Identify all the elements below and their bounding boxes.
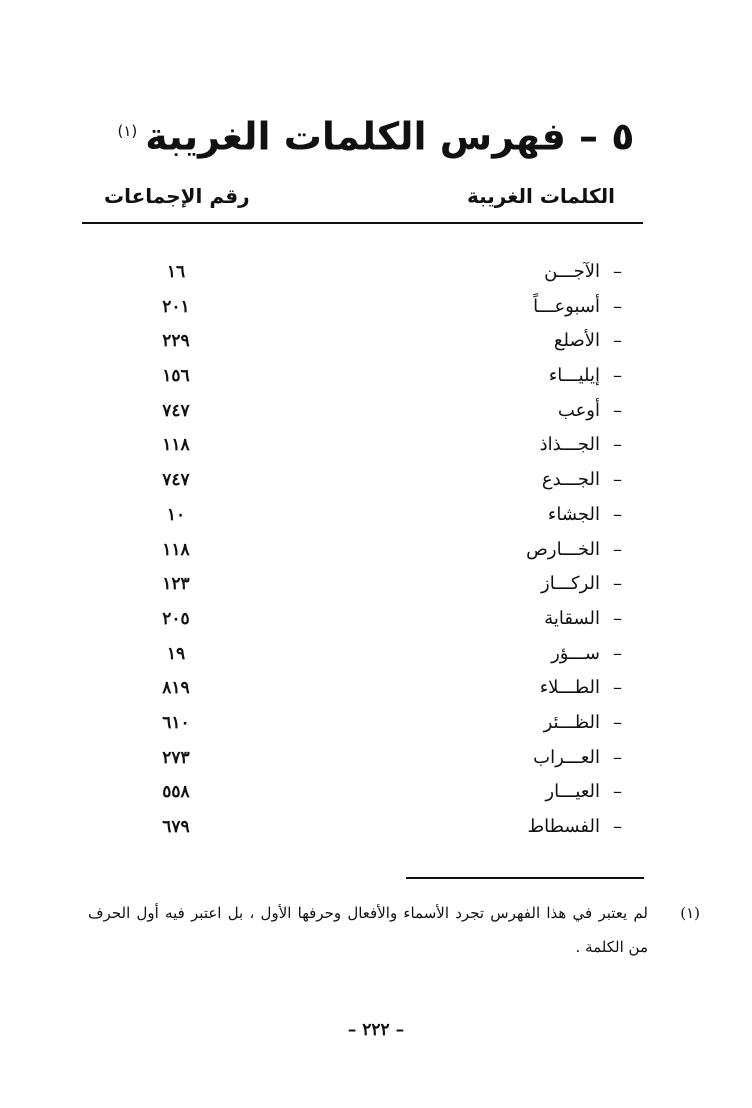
table-row [0, 429, 752, 464]
table-row [0, 672, 752, 707]
table-row [0, 291, 752, 326]
row-dash: – [613, 330, 622, 352]
column-header-word: الكلمات الغريبة [466, 184, 615, 208]
row-number: ٧٤٧ [162, 470, 190, 491]
row-word: إيليـــاء [548, 365, 600, 387]
table-row [0, 568, 752, 603]
row-word: الظـــئر [543, 711, 600, 733]
row-number: ٢٢٩ [162, 331, 190, 352]
row-number: ١١٨ [162, 539, 190, 560]
row-word: الآجـــن [544, 261, 600, 282]
row-number: ١٩ [166, 643, 186, 664]
table-row [0, 707, 752, 742]
row-number: ٥٥٨ [162, 782, 190, 803]
row-number: ٦١٠ [162, 712, 190, 733]
table-row [0, 395, 752, 430]
row-dash: – [613, 677, 622, 699]
row-number: ٧٤٧ [162, 400, 190, 421]
row-word: أوعب [557, 399, 600, 421]
table-row [0, 499, 752, 534]
row-word: العـــراب [533, 746, 600, 768]
table-row [0, 811, 752, 846]
index-table [0, 256, 752, 846]
row-word: الأصلع [553, 330, 600, 352]
table-row [0, 534, 752, 569]
row-dash: – [613, 295, 622, 317]
table-row [0, 464, 752, 499]
row-number: ١٥٦ [162, 366, 190, 387]
row-word: الجشاء [547, 503, 600, 525]
row-dash: – [613, 503, 622, 525]
table-row [0, 325, 752, 360]
row-dash: – [613, 261, 622, 282]
row-dash: – [613, 434, 622, 456]
row-word: العيـــار [545, 781, 600, 803]
row-dash: – [613, 642, 622, 664]
footnote-divider [406, 877, 644, 879]
footnote-text: لم يعتبر في هذا الفهرس تجرد الأسماء والأفعال وحرفها الأول ، بل اعتبر فيه أول الحرف من الكلمة . [88, 904, 648, 956]
table-row [0, 603, 752, 638]
row-number: ٢٠٥ [162, 608, 190, 629]
row-word: الجـــدع [541, 469, 600, 491]
footnote-marker: (١) [680, 904, 700, 922]
row-number: ١٢٣ [162, 574, 190, 595]
row-dash: – [613, 399, 622, 421]
row-word: الجـــذاذ [539, 434, 600, 456]
column-header-number: رقم الإجماعات [104, 184, 250, 208]
row-dash: – [613, 711, 622, 733]
footnote [88, 896, 700, 964]
title-text: ٥ – فهرس الكلمات الغريبة [145, 115, 635, 160]
row-dash: – [613, 781, 622, 803]
row-dash: – [613, 746, 622, 768]
table-row [0, 360, 752, 395]
row-dash: – [613, 573, 622, 595]
page-title [0, 103, 752, 165]
row-number: ١١٨ [162, 435, 190, 456]
row-word: الطـــلاء [539, 677, 600, 699]
row-word: ســـؤر [551, 642, 600, 664]
row-number: ١٦ [166, 262, 186, 282]
row-word: الفسطاط [527, 816, 600, 837]
title-footnote-ref: (١) [117, 122, 138, 141]
row-word: أسبوعـــاً [533, 295, 600, 317]
row-number: ٦٧٩ [162, 817, 190, 837]
row-dash: – [613, 607, 622, 629]
row-word: الخـــارص [526, 538, 600, 560]
row-dash: – [613, 816, 622, 837]
table-row [0, 742, 752, 777]
row-number: ٨١٩ [162, 678, 190, 699]
table-row [0, 256, 752, 291]
row-number: ٢٧٣ [162, 747, 190, 768]
row-dash: – [613, 469, 622, 491]
row-word: الركـــاز [541, 573, 600, 595]
header-divider [82, 222, 643, 224]
row-number: ٢٠١ [162, 296, 190, 317]
row-dash: – [613, 538, 622, 560]
table-row [0, 776, 752, 811]
table-row [0, 638, 752, 673]
row-dash: – [613, 365, 622, 387]
row-number: ١٠ [166, 504, 186, 525]
row-word: السقاية [544, 607, 600, 629]
page-number: – ٢٢٢ – [347, 1020, 405, 1040]
